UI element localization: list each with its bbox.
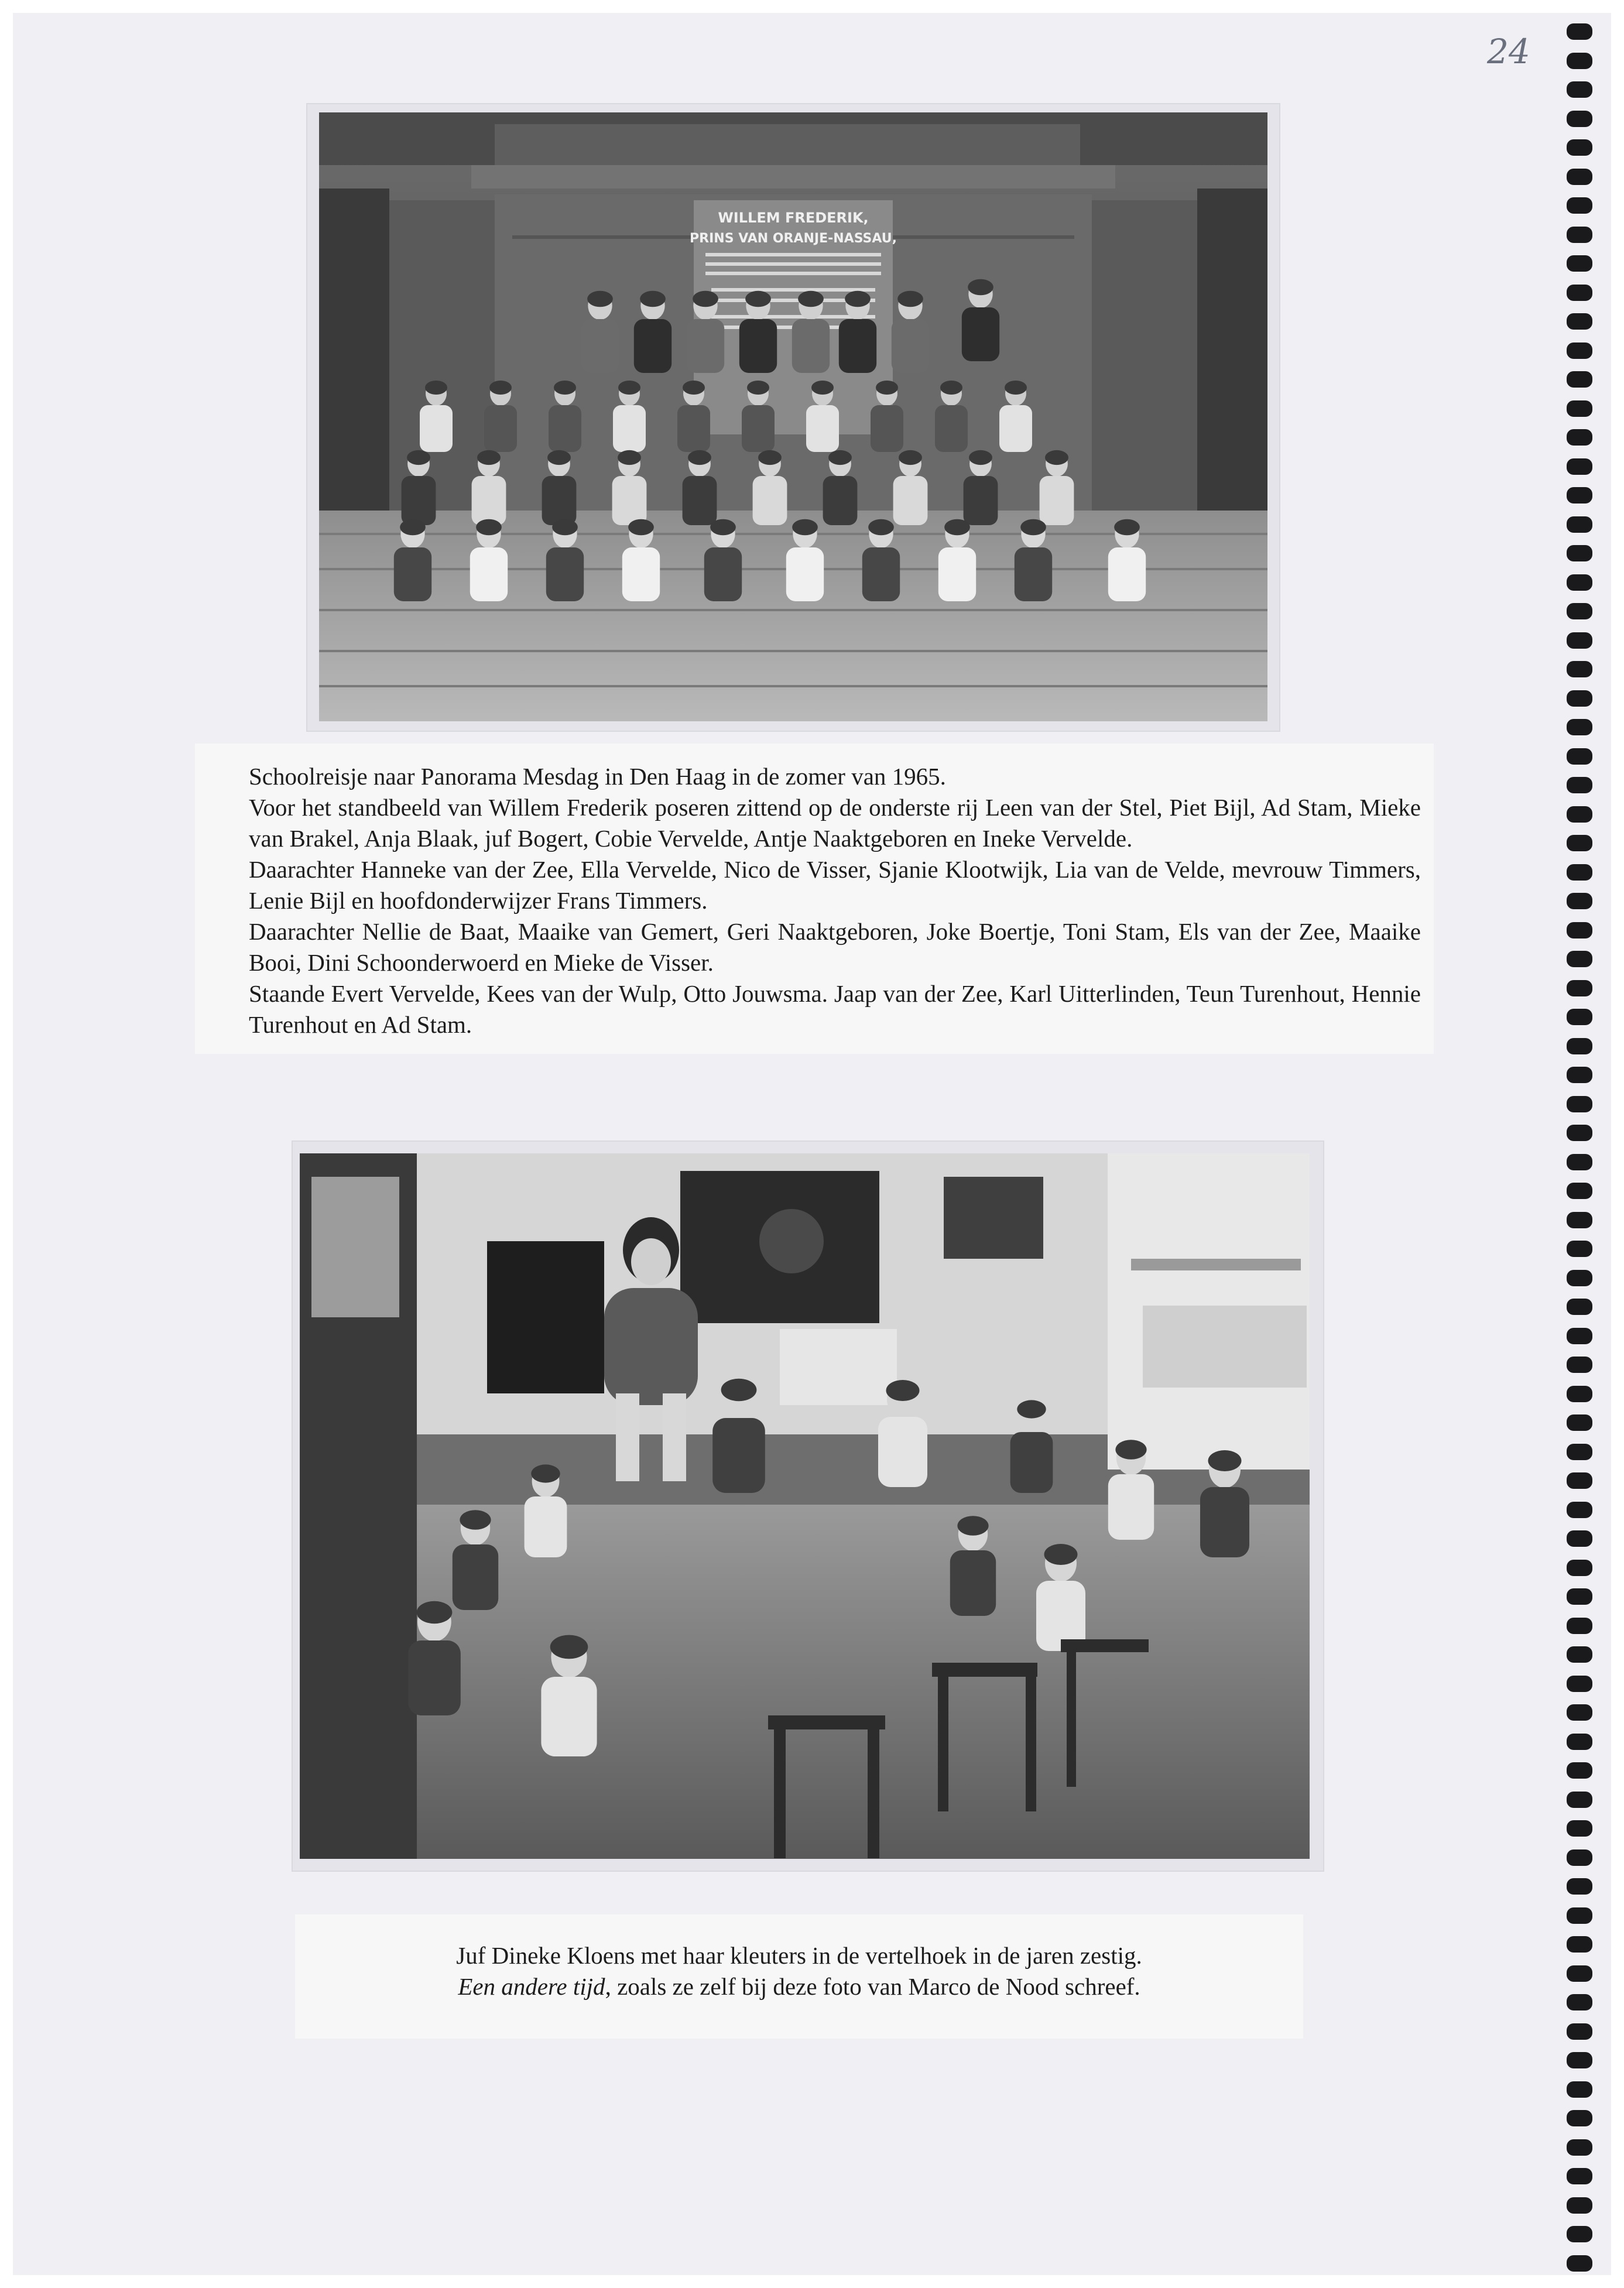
- caption-top-line-5: Staande Evert Vervelde, Kees van der Wulp, Otto Jouwsma. Jaap van der Zee, Karl Uitterlinden, Teun Turenhout, Hennie Turenhout en Ad Stam.: [249, 980, 1421, 1038]
- spiral-ring: [1567, 1530, 1592, 1547]
- spiral-ring: [1567, 2081, 1592, 2098]
- spiral-ring: [1567, 2255, 1592, 2272]
- spiral-ring: [1567, 1936, 1592, 1953]
- spiral-ring: [1567, 1154, 1592, 1170]
- spiral-ring: [1567, 342, 1592, 359]
- spiral-ring: [1567, 1125, 1592, 1141]
- caption-top-line-1: Schoolreisje naar Panorama Mesdag in Den Haag in de zomer van 1965.: [249, 763, 946, 790]
- spiral-ring: [1567, 2052, 1592, 2068]
- spiral-ring: [1567, 1878, 1592, 1895]
- spiral-ring: [1567, 777, 1592, 793]
- caption-top: [195, 744, 1434, 1054]
- caption-bottom-line-2: [307, 1971, 1291, 2002]
- spiral-ring: [1567, 487, 1592, 504]
- spiral-ring: [1567, 1676, 1592, 1692]
- spiral-ring: [1567, 2197, 1592, 2214]
- spiral-ring: [1567, 1472, 1592, 1489]
- spiral-ring: [1567, 1965, 1592, 1982]
- spiral-ring: [1567, 1414, 1592, 1431]
- group-photo-at-monument: [319, 112, 1267, 721]
- spiral-ring: [1567, 255, 1592, 272]
- spiral-ring: [1567, 458, 1592, 475]
- spiral-ring: [1567, 2168, 1592, 2184]
- spiral-ring: [1567, 748, 1592, 765]
- caption-bottom-line-1: Juf Dineke Kloens met haar kleuters in de vertelhoek in de jaren zestig.: [456, 1942, 1142, 1969]
- spiral-ring: [1567, 1762, 1592, 1779]
- spiral-ring: [1567, 1183, 1592, 1199]
- spiral-ring: [1567, 429, 1592, 446]
- caption-bottom-italic: Een andere tijd: [458, 1973, 605, 2000]
- spiral-ring: [1567, 1560, 1592, 1576]
- spiral-ring: [1567, 1849, 1592, 1866]
- monument-inscription-line-2: PRINS VAN ORANJE-NASSAU,: [690, 231, 897, 246]
- spiral-ring: [1567, 53, 1592, 69]
- spiral-ring: [1567, 719, 1592, 735]
- spiral-ring: [1567, 835, 1592, 851]
- caption-bottom: [295, 1914, 1303, 2039]
- monument-inscription-line-1: WILLEM FREDERIK,: [718, 210, 869, 226]
- caption-top-line-2: Voor het standbeeld van Willem Frederik poseren zittend op de onderste rij Leen van der Stel, Piet Bijl, Ad Stam, Mieke van Brakel, Anja Blaak, juf Bogert, Cobie Vervelde, Antje Naaktgeboren en Ineke Vervelde.: [249, 794, 1421, 852]
- spiral-ring: [1567, 603, 1592, 619]
- spiral-ring: [1567, 1328, 1592, 1344]
- spiral-ring: [1567, 197, 1592, 214]
- spiral-ring: [1567, 574, 1592, 591]
- spiral-ring: [1567, 893, 1592, 909]
- spiral-ring: [1567, 313, 1592, 330]
- spiral-ring: [1567, 227, 1592, 243]
- page-number: 24: [1487, 32, 1530, 71]
- spiral-ring: [1567, 951, 1592, 967]
- caption-bottom-rest: , zoals ze zelf bij deze foto van Marco de Nood schreef.: [605, 1973, 1140, 2000]
- spiral-ring: [1567, 1067, 1592, 1083]
- spiral-ring: [1567, 1299, 1592, 1315]
- spiral-ring: [1567, 1038, 1592, 1054]
- spiral-ring: [1567, 2226, 1592, 2242]
- spiral-ring: [1567, 1241, 1592, 1257]
- caption-top-line-4: Daarachter Nellie de Baat, Maaike van Gemert, Geri Naaktgeboren, Joke Boertje, Toni Stam, Els van der Zee, Maaike Booi, Dini Schoonderwoerd en Mieke de Visser.: [249, 918, 1421, 976]
- spiral-ring: [1567, 169, 1592, 185]
- spiral-ring: [1567, 1646, 1592, 1663]
- spiral-ring: [1567, 285, 1592, 301]
- spiral-ring: [1567, 23, 1592, 40]
- spiral-ring: [1567, 2110, 1592, 2126]
- spiral-ring: [1567, 1704, 1592, 1721]
- spiral-ring: [1567, 2139, 1592, 2156]
- spiral-ring: [1567, 81, 1592, 98]
- spiral-ring: [1567, 690, 1592, 707]
- spiral-ring: [1567, 1734, 1592, 1750]
- spiral-ring: [1567, 864, 1592, 881]
- spiral-ring: [1567, 1502, 1592, 1518]
- spiral-ring: [1567, 1588, 1592, 1605]
- spiral-ring: [1567, 1096, 1592, 1112]
- spiral-ring: [1567, 371, 1592, 388]
- spiral-ring: [1567, 1386, 1592, 1402]
- spiral-ring: [1567, 1907, 1592, 1924]
- spiral-ring: [1567, 1212, 1592, 1228]
- spiral-ring: [1567, 1270, 1592, 1286]
- spiral-ring: [1567, 1357, 1592, 1373]
- spiral-ring: [1567, 1820, 1592, 1837]
- spiral-ring: [1567, 1009, 1592, 1025]
- spiral-ring: [1567, 922, 1592, 939]
- spiral-ring: [1567, 400, 1592, 417]
- spiral-ring: [1567, 1444, 1592, 1460]
- spiral-ring: [1567, 545, 1592, 561]
- spiral-ring: [1567, 1792, 1592, 1808]
- spiral-ring: [1567, 111, 1592, 127]
- spiral-ring: [1567, 806, 1592, 823]
- classroom-photo-kleuters: [300, 1153, 1310, 1859]
- spiral-ring: [1567, 980, 1592, 996]
- caption-top-line-3: Daarachter Hanneke van der Zee, Ella Vervelde, Nico de Visser, Sjanie Klootwijk, Lia van de Velde, mevrouw Timmers, Lenie Bijl en hoofdonderwijzer Frans Timmers.: [249, 856, 1421, 914]
- spiral-ring: [1567, 632, 1592, 649]
- spiral-ring: [1567, 139, 1592, 156]
- spiral-binding: [1567, 23, 1595, 2272]
- spiral-ring: [1567, 2023, 1592, 2040]
- spiral-ring: [1567, 1994, 1592, 2010]
- spiral-ring: [1567, 661, 1592, 677]
- spiral-ring: [1567, 516, 1592, 533]
- spiral-ring: [1567, 1618, 1592, 1634]
